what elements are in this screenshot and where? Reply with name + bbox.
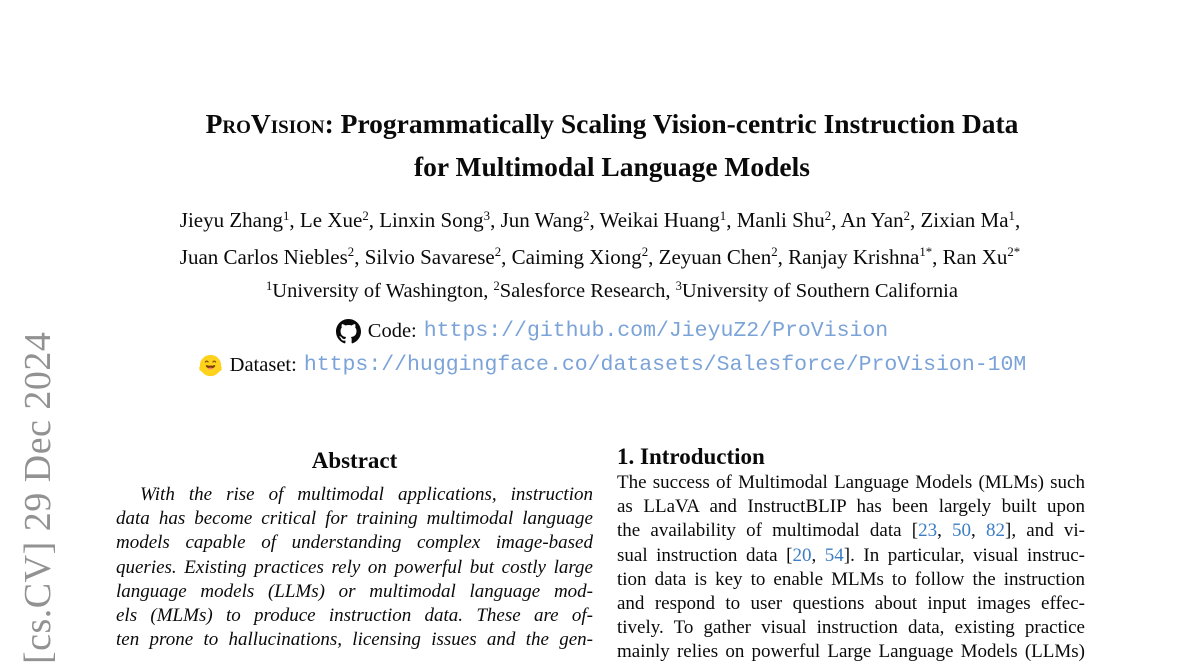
intro-line bbox=[617, 544, 1085, 568]
intro-line bbox=[617, 616, 1085, 640]
intro-text-segment: and respond to user questions about input images effec- bbox=[617, 592, 1085, 614]
paper-title-line1 bbox=[206, 108, 1019, 139]
intro-text-segment: tively. To gather visual instruction data, existing practice bbox=[617, 617, 1085, 639]
intro-text-segment: sual instruction data [ bbox=[617, 544, 793, 566]
code-label: Code: bbox=[367, 319, 417, 342]
code-link[interactable]: https://github.com/JieyuZ2/ProVision bbox=[423, 319, 889, 343]
intro-text-segment: tion data is key to enable MLMs to follow the instruction bbox=[617, 568, 1085, 590]
citation-link[interactable]: 50 bbox=[952, 520, 972, 542]
affiliation: $^3$University of Southern California bbox=[675, 279, 958, 302]
intro-line bbox=[617, 495, 1085, 519]
author: Caiming Xiong$^2$, bbox=[511, 244, 659, 269]
intro-text-segment: , bbox=[937, 520, 953, 542]
intro-text-segment: the availability of multimodal data [ bbox=[617, 520, 919, 542]
introduction-text bbox=[617, 471, 1085, 665]
author: Zixian Ma$^1$, bbox=[920, 208, 1021, 232]
author: Jun Wang$^2$, bbox=[500, 208, 600, 232]
dataset-label: Dataset: bbox=[229, 353, 297, 376]
intro-text-segment: as LLaVA and InstructBLIP has been largely built upon bbox=[617, 496, 1085, 518]
paper-title-line2: for Multimodal Language Models bbox=[414, 151, 810, 183]
abstract-line: els (MLMs) to produce instruction data. These are of- bbox=[116, 604, 593, 626]
intro-text-segment: , bbox=[971, 520, 986, 542]
citation-link[interactable]: 23 bbox=[918, 520, 938, 542]
huggingface-icon bbox=[198, 353, 223, 378]
author: Juan Carlos Niebles$^2$, bbox=[179, 244, 365, 269]
code-link-row bbox=[100, 316, 1124, 346]
intro-line bbox=[617, 592, 1085, 616]
abstract-line: language models (LLMs) or multimodal language mod- bbox=[116, 580, 593, 602]
abstract-line: ten prone to hallucinations, licensing issues and the gen- bbox=[116, 629, 593, 651]
affiliation: $^1$University of Washington, bbox=[266, 279, 494, 302]
author-list bbox=[88, 202, 1112, 275]
author: Zeyuan Chen$^2$, bbox=[658, 244, 789, 269]
affiliation: $^2$Salesforce Research, bbox=[493, 279, 676, 302]
author: Silvio Savarese$^2$, bbox=[364, 244, 512, 269]
abstract-line: data has become critical for training multimodal language bbox=[116, 508, 593, 530]
author: Jieyu Zhang$^1$, bbox=[179, 208, 300, 232]
intro-text-segment: The success of Multimodal Language Models (MLMs) such bbox=[617, 472, 1085, 493]
arxiv-stamp: [cs.CV] 29 Dec 2024 bbox=[17, 331, 59, 664]
dataset-link[interactable]: https://huggingface.co/datasets/Salesforce/ProVision-10M bbox=[303, 353, 1027, 377]
citation-link[interactable]: 54 bbox=[824, 544, 844, 566]
intro-text-segment: mainly relies on powerful Large Language Models (LLMs) bbox=[617, 641, 1085, 663]
abstract-heading: Abstract bbox=[311, 448, 398, 474]
author: Linxin Song$^3$, bbox=[379, 208, 501, 232]
paper-title-line1-rest: : Programmatically Scaling Vision-centric Instruction Data bbox=[324, 108, 1019, 140]
intro-line bbox=[617, 471, 1085, 495]
intro-line bbox=[617, 640, 1085, 664]
introduction-heading: 1. Introduction bbox=[617, 444, 765, 470]
author: Weikai Huang$^1$, bbox=[599, 208, 737, 232]
intro-text-segment: ], and vi- bbox=[1005, 520, 1086, 542]
intro-line bbox=[617, 519, 1085, 543]
dataset-link-row bbox=[100, 350, 1124, 380]
affiliations bbox=[100, 280, 1124, 303]
abstract-line: models capable of understanding complex image-based bbox=[116, 532, 593, 554]
author: An Yan$^2$, bbox=[840, 208, 921, 232]
abstract-text bbox=[116, 483, 593, 652]
author-line-1 bbox=[88, 202, 1112, 239]
author: Manli Shu$^2$, bbox=[736, 208, 841, 232]
paper-title-smallcaps: ProVision bbox=[205, 108, 325, 140]
github-icon bbox=[336, 319, 361, 344]
intro-text-segment: , bbox=[811, 544, 825, 566]
author: Le Xue$^2$, bbox=[299, 208, 380, 232]
intro-text-segment: ]. In particular, visual instruc- bbox=[843, 544, 1085, 566]
citation-link[interactable]: 20 bbox=[792, 544, 812, 566]
abstract-line: With the rise of multimodal applications, instruction bbox=[140, 484, 593, 505]
author: Ran $Xu^{2*}$ bbox=[942, 244, 1021, 269]
paper-title bbox=[100, 102, 1124, 188]
citation-link[interactable]: 82 bbox=[986, 520, 1005, 542]
intro-line bbox=[617, 568, 1085, 592]
author: Ranjay Krishna$^{1*}$, bbox=[788, 244, 943, 269]
abstract-line: queries. Existing practices rely on powerful but costly large bbox=[116, 556, 593, 578]
author-line-2 bbox=[88, 239, 1112, 276]
